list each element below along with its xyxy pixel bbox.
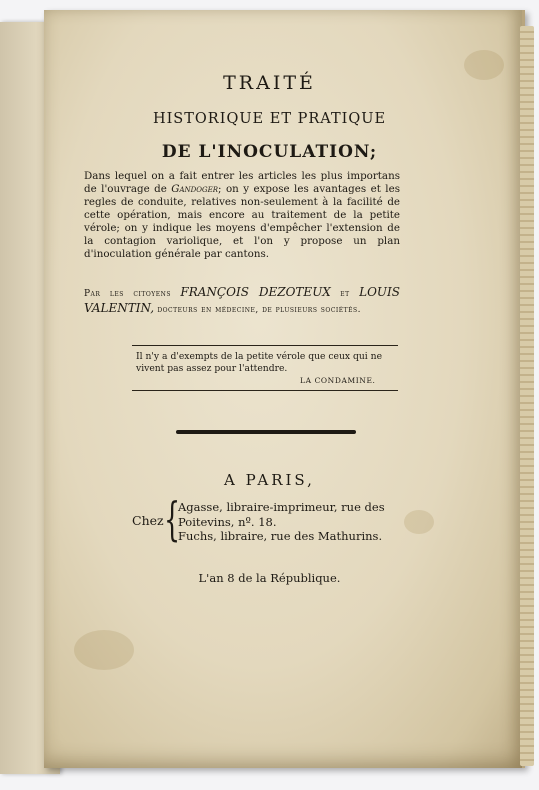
brace-glyph: {	[164, 492, 181, 546]
authors-suffix: docteurs en médecine, de plusieurs sociétés.	[157, 305, 362, 315]
imprint-chez: Chez	[132, 513, 164, 528]
page-stack-edge	[520, 26, 534, 766]
title-line-1: TRAITÉ	[223, 72, 316, 94]
stain	[74, 630, 134, 670]
imprint-date: L'an 8 de la République.	[198, 571, 341, 585]
publisher-agasse: Agasse, libraire-imprimeur, rue des Poitevins, nº. 18.	[178, 500, 385, 529]
description-gandoger: Gandoger	[171, 183, 219, 195]
author-valentin: LOUIS VALENTIN,	[84, 285, 400, 315]
epigraph-bottom-rule	[132, 390, 398, 391]
publisher-fuchs: Fuchs, libraire, rue des Mathurins.	[178, 529, 383, 543]
authors	[84, 285, 400, 317]
title-line-2: HISTORIQUE ET PRATIQUE	[152, 111, 387, 127]
title-line-3: DE L'INOCULATION;	[161, 142, 378, 162]
imprint-city: A PARIS,	[224, 471, 315, 489]
epigraph-top-rule	[132, 345, 398, 346]
epigraph-author: LA CONDAMINE.	[300, 376, 376, 385]
description-part-2: ; on y expose les avantages et les regles de conduite, relatives non-seulement à la facilité de cette opération, mais encore au traitement de la petite vérole; on y indique les moyens d'empêcher l'extension de la contagion variolique, et l'on y propose un plan d'inoculation générale par cantons.	[84, 183, 400, 260]
epigraph: Il n'y a d'exempts de la petite vérole que ceux qui ne vivent pas assez pour l'attendre.	[136, 351, 383, 374]
authors-and: et	[340, 289, 350, 299]
description	[84, 170, 400, 261]
description-part-1: Dans lequel on a fait entrer les articles les plus importans de l'ouvrage de	[84, 170, 400, 195]
ornamental-rule	[176, 430, 356, 434]
stain	[404, 510, 434, 534]
authors-prefix: Par les citoyens	[84, 289, 171, 299]
publishers	[178, 500, 408, 544]
author-dezoteux: FRANÇOIS DEZOTEUX	[180, 285, 331, 299]
